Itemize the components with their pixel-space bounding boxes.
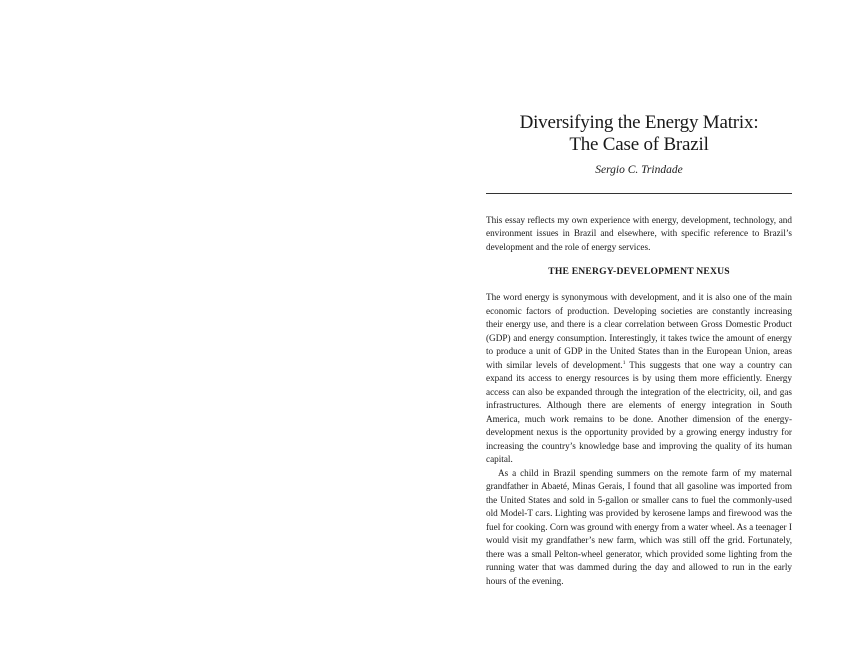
paragraph-1-part-1: The word energy is synonymous with development, and it is also one of the main economic factors of production. Developing societies are constantly increasing their energy use, and there is a clear correlation between Gross Domestic Product (GDP) and energy consumption. Interestingly, it takes twice the amount of energy to produce a unit of GDP in the United States than in the European Union, areas with similar levels of development. bbox=[486, 292, 792, 370]
article-page bbox=[432, 0, 864, 648]
title-divider bbox=[486, 193, 792, 194]
body-paragraph-2: As a child in Brazil spending summers on the remote farm of my maternal grandfather in Abaeté, Minas Gerais, I found that all gasoline was imported from the United States and sold in 5-gallon or smaller cans to fuel the commonly-used old Model-T cars. Lighting was provided by kerosene lamps and firewood was the fuel for cooking. Corn was ground with energy from a water wheel. As a teenager I would visit my grandfather’s new farm, which was still off the grid. Fortunately, there was a small Pelton-wheel generator, which provided some lighting from the running water that was dammed during the day and allowed to run in the early hours of the evening. bbox=[486, 467, 792, 586]
title-line-2: The Case of Brazil bbox=[569, 134, 709, 155]
body-paragraph-1 bbox=[486, 291, 792, 467]
article-column bbox=[486, 112, 792, 588]
paragraph-1-part-2: This suggests that one way a country can expand its access to energy resources is by using them more efficiently. Energy access can also be expanded through the integration of the electricity, oil, and gas infrastructures. Although there are elements of energy integration in South America, much work remains to be done. Another dimension of the energy-development nexus is the opportunity provided by a growing energy industry for increasing the country’s knowledge base and improving the quality of its human capital. bbox=[486, 359, 793, 465]
abstract: This essay reflects my own experience with energy, development, technology, and environment issues in Brazil and elsewhere, with specific reference to Brazil’s development and the role of energy services. bbox=[486, 215, 792, 252]
title-line-1: Diversifying the Energy Matrix: bbox=[519, 112, 759, 133]
article-title bbox=[486, 112, 792, 156]
author-name: Sergio C. Trindade bbox=[595, 164, 683, 176]
section-heading: THE ENERGY-DEVELOPMENT NEXUS bbox=[548, 266, 730, 278]
footnote-marker: 1 bbox=[622, 359, 626, 366]
